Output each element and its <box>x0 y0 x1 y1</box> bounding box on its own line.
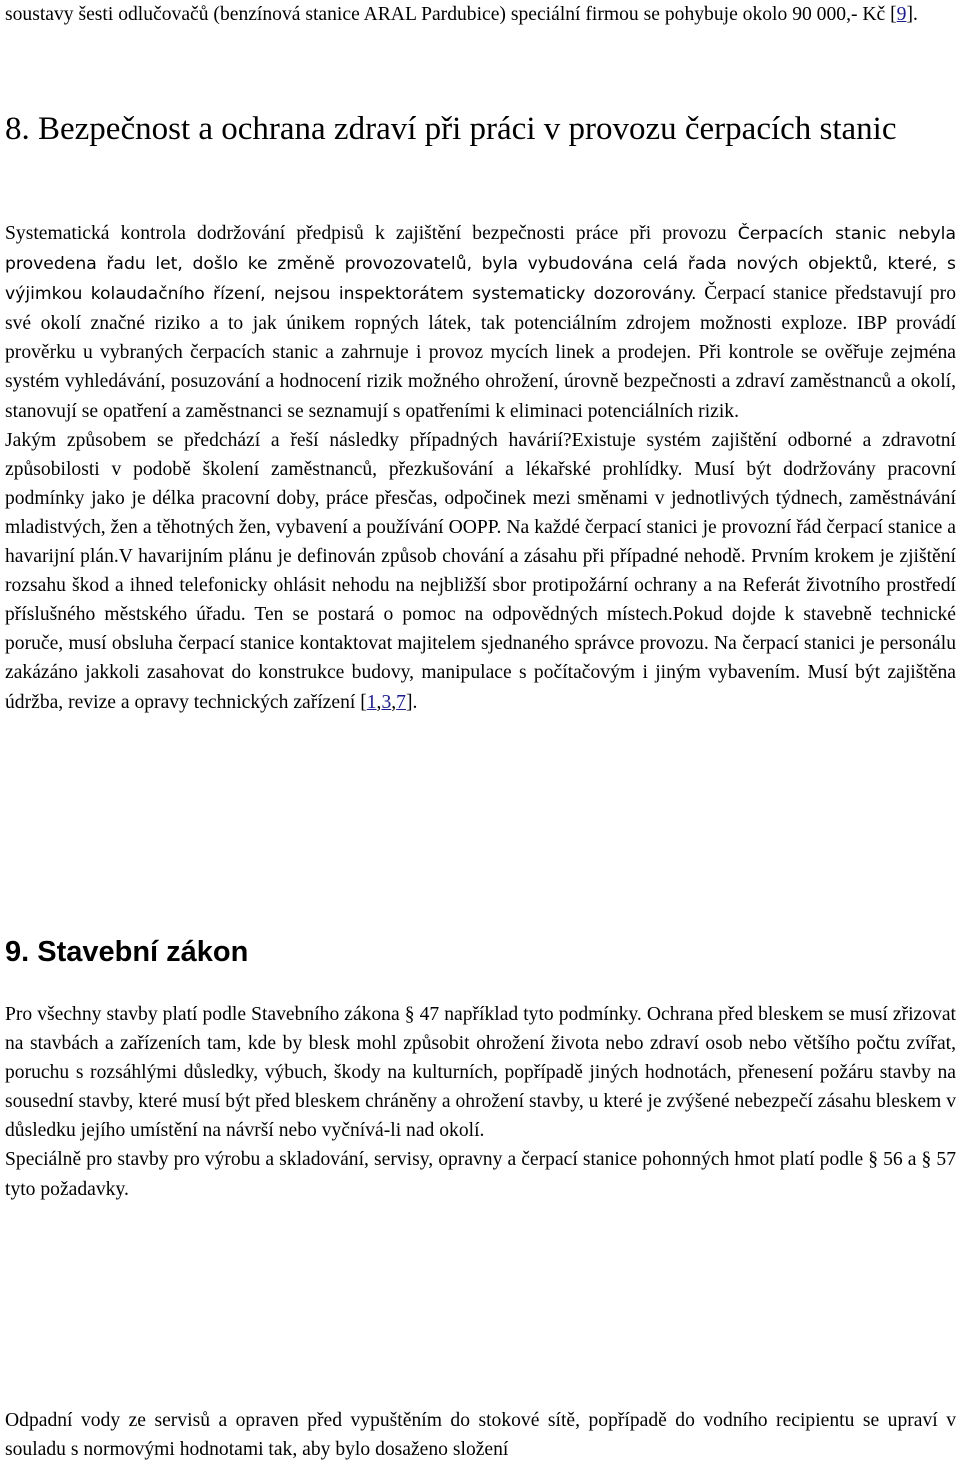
section-8 <box>5 110 956 148</box>
intro-paragraph-block <box>5 0 956 29</box>
section-9-paragraph-2: Speciálně pro stavby pro výrobu a skladování, servisy, opravny a čerpací stanice pohonných hmot platí podle § 56 a § 57 tyto požadavky. <box>5 1149 956 1200</box>
section-8-body <box>5 219 956 717</box>
section-9-heading: 9. Stavební zákon <box>5 936 249 968</box>
reference-link-3[interactable]: 3 <box>381 691 392 713</box>
section-9-body <box>5 1000 956 1204</box>
section-9 <box>5 933 956 971</box>
reference-link-7[interactable]: 7 <box>396 691 406 713</box>
section-8-p2-text: Jakým způsobem se předchází a řeší následky případných havárií?Existuje systém zajištění odborné a zdravotní způsobilosti v podobě školení zaměstnanců, přezkušování a lékařské prohlídky. Musí být dodržovány pracovní podmínky jako je délka pracovní doby, práce přesčas, odpočinek mezi směnami v jednotlivých týdnech, zaměstnávání mladistvých, žen a těhotných žen, vybavení a používání OOPP. Na každé čerpací stanici je provozní řád čerpací stanice a havarijní plán.V havarijním plánu je definován způsob chování a zásahu při případné nehodě. Prvním krokem je zjištění rozsahu škod a ihned telefonicky ohlásit nehodu na nejbližší sbor protipožární ochrany a na Referát životního prostředí příslušného městského úřadu. Ten se postará o pomoc na odpovědných místech.Pokud dojde k stavebně technické poruče, musí obsluha čerpací stanice kontaktovat majitelem sjednaného správce provozu. Na čerpací stanici je personálu zakázáno jakkoli zasahovat do konstrukce budovy, manipulace s počítačovým i jiným vybavením. Musí být zajištěna údržba, revize a opravy technických zařízení [ <box>5 429 956 713</box>
section-9-paragraph-1: Pro všechny stavby platí podle Stavebního zákona § 47 například tyto podmínky. Ochrana před bleskem se musí zřizovat na stavbách a zařízeních tam, kde by blesk mohl způsobit ohrožení života nebo zdraví osob nebo většího počtu zvířat, poruchu s rozsáhlými důsledky, výbuch, škody na kulturních, popřípadě jiných hodnotách, přenesení požáru stavby na sousední stavby, které musí být před bleskem chráněny a ohrožení stavby, u které je zvýšené nebezpečí zásahu bleskem v důsledku jejího umístění na návrší nebo vyčnívá-li nad okolí. <box>5 1004 956 1142</box>
section-8-p1-rest: Čerpací stanice představují pro své okolí značné riziko a to jak únikem ropných látek, tak potenciálním zdrojem možnosti exploze. IBP provádí prověrku u vybraných čerpacích stanic a zahrnuje i provoz mycích linek a prodejen. Při kontrole se ověřuje zejména systém vyhledávání, posuzování a hodnocení rizik možného ohrožení, úrovně bezpečnosti a zdraví zaměstnanců a okolí, stanovují se opatření a zaměstnanci se seznamují s opatřeními k eliminaci potenciálních rizik. <box>5 283 956 422</box>
bottom-paragraph: Odpadní vody ze servisů a opraven před vypuštěním do stokové sítě, popřípadě do vodního recipientu se upraví v souladu s normovými hodnotami tak, aby bylo dosaženo složení <box>5 1410 956 1461</box>
bottom-paragraph-block <box>5 1406 956 1464</box>
reference-link-1[interactable]: 1 <box>366 691 377 713</box>
reference-link-9[interactable]: 9 <box>896 4 907 25</box>
section-8-heading: 8. Bezpečnost a ochrana zdraví při práci v provozu čerpacích stanic <box>5 111 897 147</box>
section-8-p1-sans-part: Čerpacích stanic nebyla provedena řadu let, došlo ke změně provozovatelů, byla vybudována celá řada nových objektů, které, s výjimkou kolaudačního řízení, nejsou inspektorátem systematicky dozorovány. <box>5 224 956 305</box>
intro-tail: ]. <box>906 4 918 25</box>
section-8-paragraph-1 <box>5 219 956 426</box>
intro-text: soustavy šesti odlučovačů (benzínová stanice ARAL Pardubice) speciální firmou se pohybuje okolo 90 000,- Kč [ <box>5 4 897 25</box>
section-8-p1-line1: Systematická kontrola dodržování předpisů k zajištění bezpečnosti práce při provozu <box>5 223 738 244</box>
intro-paragraph <box>5 0 956 29</box>
section-8-paragraph-2: Jakým způsobem se předchází a řeší následky případných havárií?Existuje systém zajištění odborné a zdravotní způsobilosti v podobě školení zaměstnanců, přezkušování a lékařské prohlídky. Musí být dodržovány pracovní podmínky jako je délka pracovní doby, práce přesčas, odpočinek mezi směnami v jednotlivých týdnech, zaměstnávání mladistvých, žen a těhotných žen, vybavení a používání OOPP. Na každé čerpací stanici je provozní řád čerpací stanice a havarijní plán.V havarijním plánu je definován způsob chování a zásahu při případné nehodě. Prvním krokem je zjištění rozsahu škod a ihned telefonicky ohlásit nehodu na nejbližší sbor protipožární ochrany a na Referát životního prostředí příslušného městského úřadu. Ten se postará o pomoc na odpovědných místech.Pokud dojde k stavebně technické poruče, musí obsluha čerpací stanice kontaktovat majitelem sjednaného správce provozu. Na čerpací stanici je personálu zakázáno jakkoli zasahovat do konstrukce budovy, manipulace s počítačovým i jiným vybavením. Musí být zajištěna údržba, revize a opravy technických zařízení [1,3,7]. <box>5 429 956 713</box>
section-8-p2-tail: ]. <box>405 691 418 713</box>
